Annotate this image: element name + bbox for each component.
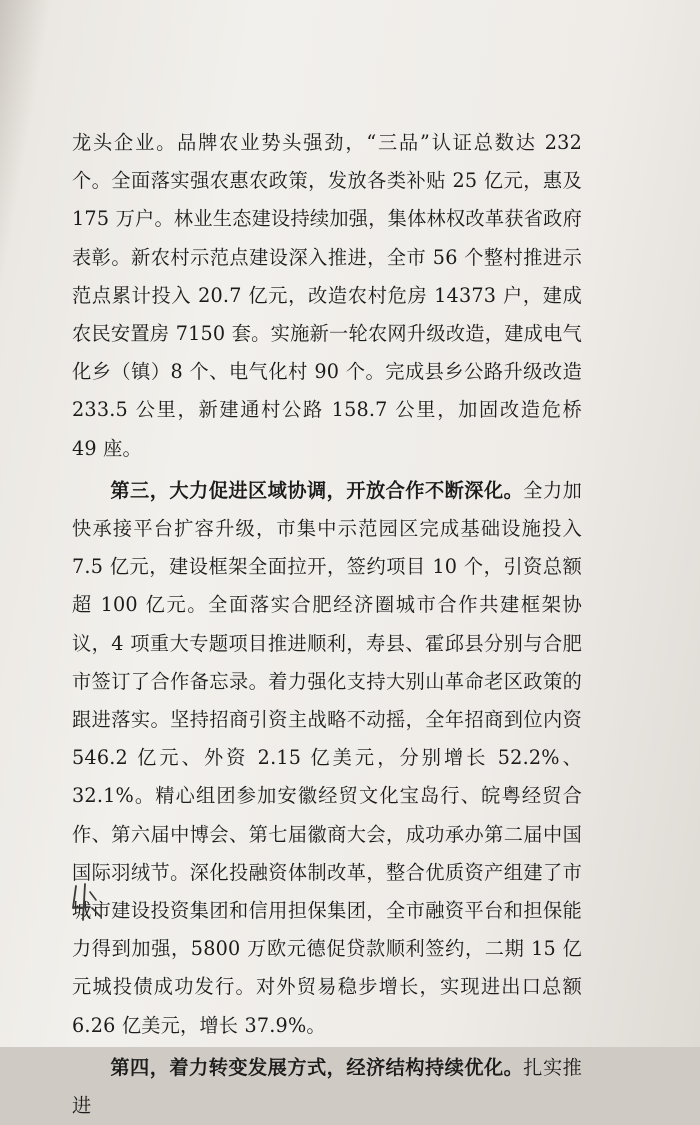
paragraph-2-text: 全力加快承接平台扩容升级，市集中示范园区完成基础设施投入 7.5 亿元，建设框架全面拉开，签约项目 10 个，引资总额超 100 亿元。全面落实合肥经济圈城市合作共建框架协议，4 项重大专题项目推进顺利，寿县、霍邱县分别与合肥市签订了合作备忘录。着力强化支持大别山革命老区政策的跟进落实。坚持招商引资主战略不动摇，全年招商到位内资 546.2 亿元、外资 2.15 亿美元，分别增长 52.2%、32.1%。精心组团参加安徽经贸文化宝岛行、皖粤经贸合作、第六届中博会、第七届徽商大会，成功承办第二届中国国际羽绒节。深化投融资体制改革，整合优质资产组建了市城市建设投资集团和信用担保集团，全市融资平台和担保能力得到加强，5800 万欧元德促贷款顺利签约，二期 15 亿元城投债成功发行。对外贸易稳步增长，实现进出口总额 6.26 亿美元，增长 37.9%。 — [72, 478, 582, 1037]
paragraph-2-lead: 第三，大力促进区域协调，开放合作不断深化。 — [110, 478, 524, 502]
paragraph-3-text: 扎实推进 — [72, 1055, 582, 1118]
paragraph-2 — [72, 472, 582, 1045]
paragraph-1 — [72, 124, 582, 468]
paragraph-3 — [72, 1049, 582, 1125]
paragraph-3-lead: 第四，着力转变发展方式，经济结构持续优化。 — [110, 1055, 524, 1079]
document-body — [72, 124, 582, 1125]
handwritten-page-number — [66, 880, 106, 922]
paragraph-1-text: 龙头企业。品牌农业势头强劲，“三品”认证总数达 232 个。全面落实强农惠农政策，发放各类补贴 25 亿元，惠及 175 万户。林业生态建设持续加强，集体林权改革获省政府表彰。新农村示范点建设深入推进，全市 56 个整村推进示范点累计投入 20.7 亿元，改造农村危房 14373 户，建成农民安置房 7150 套。实施新一轮农网升级改造，建成电气化乡（镇）8 个、电气化村 90 个。完成县乡公路升级改造 233.5 公里，新建通村公路 158.7 公里，加固改造危桥 49 座。 — [72, 131, 582, 460]
